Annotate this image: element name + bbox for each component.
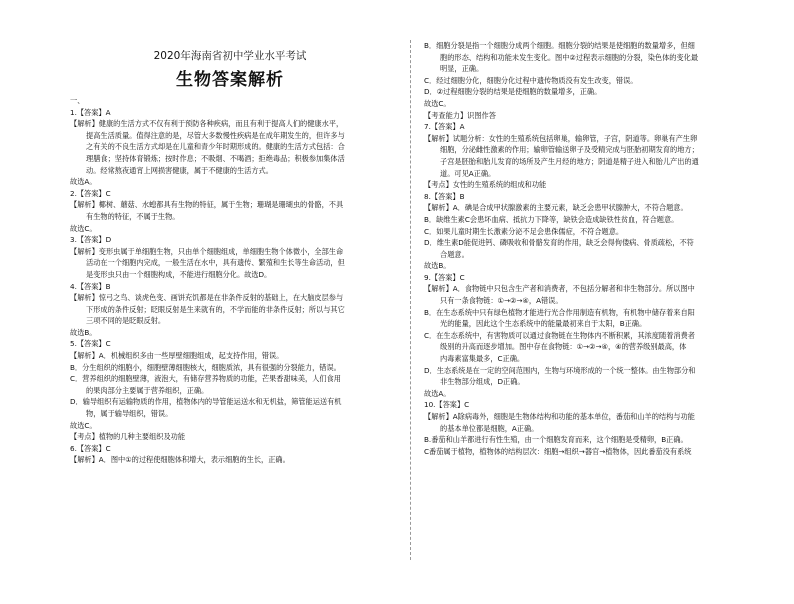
text-line: 【考点】植物的几种主要组织及功能 — [70, 432, 186, 442]
text-line: C．营养组织的细胞壁薄，液泡大，有储存营养物质的功能，芒果香甜味美，人们食用 — [70, 374, 341, 384]
text-line: 级别的升高而逐步增加。图中存在食物链：①→②→④，④的营养级别最高，体 — [440, 342, 687, 352]
text-line: 【解析】健康的生活方式不仅有利于预防各种疾病，而且有利于提高人们的健康水平， — [70, 119, 344, 129]
text-line: 只有一条食物链：①→②→④，A错误。 — [440, 296, 563, 306]
text-line: 三项不同的是眨眼反射。 — [86, 316, 166, 326]
text-line: 1.【答案】A — [70, 107, 111, 117]
text-line: D．输导组织有运输物质的作用，植物体内的导管能运送水和无机盐，筛管能运送有机 — [70, 397, 342, 407]
text-line: 9.【答案】C — [424, 272, 465, 282]
text-line: 物，属于输导组织，错误。 — [86, 409, 173, 419]
text-line: 6.【答案】C — [70, 443, 111, 453]
text-line: 【解析】A．碘是合成甲状腺激素的主要元素，缺乏会患甲状腺肿大，不符合题意。 — [424, 203, 688, 213]
text-line: 【考查能力】识图作答 — [424, 110, 496, 120]
text-line: C．经过细胞分化，细胞分化过程中遗传物质没有发生改变，错误。 — [424, 75, 638, 85]
text-line: 的基本单位都是细胞，A正确。 — [440, 423, 539, 433]
text-line: C．在生态系统中，有害物质可以通过食物链在生物体内不断积累，其浓度随着消费者 — [424, 330, 695, 340]
text-line: 下形成的条件反射；眨眼反射是生来就有的，不学而能的非条件反射；所以与其它 — [86, 304, 345, 314]
text-line: 故选A。 — [424, 388, 451, 398]
right-column — [424, 40, 754, 600]
text-line: 细胞，分泌雌性激素的作用；输卵管输送卵子及受精完成与胚胎初期发育的地方； — [440, 145, 699, 155]
left-column-text — [70, 107, 390, 466]
text-line: B．缺维生素C会患坏血病、抵抗力下降等，缺铁会造成缺铁性贫血，符合题意。 — [424, 214, 679, 224]
text-line: D．维生素D能促进钙、磷吸收和骨骼发育的作用，缺乏会得佝偻病、骨质疏松，不符 — [424, 238, 694, 248]
text-line: 合题意。 — [440, 249, 469, 259]
text-line: 提高生活质量。值得注意的是，尽管大多数慢性疾病是在成年期发生的，但许多与 — [86, 130, 345, 140]
text-line: 8.【答案】B — [424, 191, 465, 201]
text-line: 故选A。 — [70, 177, 97, 187]
text-line: 10.【答案】C — [424, 400, 470, 410]
text-line: D．生态系统是在一定的空间范围内，生物与环境形成的一个统一整体。由生物部分和 — [424, 365, 696, 375]
text-line: 非生物部分组成，D正确。 — [440, 377, 525, 387]
text-line: 【解析】惊弓之鸟、谈虎色变、画饼充饥都是在非条件反射的基础上，在大脑皮层参与 — [70, 293, 344, 303]
text-line: 理膳食；坚持体育锻炼；按时作息；不吸烟、不喝酒；拒绝毒品；积极参加集体活 — [86, 153, 345, 163]
text-line: 【解析】A．图中①的过程使细胞体积增大，表示细胞的生长，正确。 — [70, 455, 290, 465]
text-line: C．如果儿童时期生长激素分泌不足会患侏儒症，不符合题意。 — [424, 226, 624, 236]
text-line: 之有关的不良生活方式却是在儿童和青少年时期形成的。健康的生活方式包括：合 — [86, 142, 345, 152]
text-line: 内毒素富集最多，C正确。 — [440, 354, 525, 364]
text-line: B．分生组织的细胞小，细胞壁薄细胞核大，细胞质浓，具有很强的分裂能力，错误。 — [70, 362, 341, 372]
text-line: 故选C。 — [424, 98, 451, 108]
text-line: 是变形虫只由一个细胞构成，不能进行细胞分化。故选D。 — [86, 269, 272, 279]
text-line: 【解析】A除病毒外，细胞是生物体结构和功能的基本单位，番茄和山羊的结构与功能 — [424, 412, 695, 421]
text-line: 5.【答案】C — [70, 339, 111, 349]
text-line: 故选C。 — [70, 223, 97, 233]
text-line: B.番茄和山羊都进行有性生殖，由一个细胞发育而来，这个细胞是受精卵，B正确。 — [424, 435, 688, 445]
text-line: 4.【答案】B — [70, 281, 111, 291]
text-line: 明显，正确。 — [440, 64, 484, 74]
right-column-text — [424, 40, 754, 457]
document-title: 生物答案解析 — [176, 70, 284, 90]
text-line: 的果肉部分主要属于营养组织，正确。 — [86, 385, 209, 395]
text-line: 故选B。 — [424, 261, 451, 271]
column-divider — [410, 40, 411, 560]
section-heading: 一、 — [70, 96, 85, 105]
text-line: C番茄属于植物，植物体的结构层次：细胞→组织→器官→植物体，因此番茄没有系统 — [424, 446, 692, 456]
text-line: 2.【答案】C — [70, 188, 111, 198]
text-line: B．细胞分裂是指一个细胞分成两个细胞。细胞分裂的结果是使细胞的数量增多，但细 — [424, 41, 695, 50]
text-line: 7.【答案】A — [424, 122, 465, 132]
text-line: 【解析】变形虫属于单细胞生物，只由单个细胞组成，单细胞生物个体微小，全部生命 — [70, 246, 344, 256]
text-line: B．在生态系统中只有绿色植物才能进行光合作用制造有机物，有机物中储存着来自阳 — [424, 307, 695, 317]
text-line: 动。经常熬夜通宵上网损害健康，属于不健康的生活方式。 — [86, 165, 273, 175]
text-line: 【考点】女性的生殖系统的组成和功能 — [424, 180, 547, 190]
text-line: 活动在一个细胞内完成，一般生活在水中，具有遗传、繁殖和生长等生命活动，但 — [86, 258, 345, 268]
left-column — [70, 44, 390, 604]
text-line: 【解析】椰树、蘑菇、水螅都具有生物的特征，属于生物；珊瑚是珊瑚虫的骨骼，不具 — [70, 200, 344, 210]
text-line: 子宫是胚胎和胎儿发育的场所及产生月经的地方；阴道是精子进入和胎儿产出的通 — [440, 156, 699, 166]
text-line: 【解析】A．食物链中只包含生产者和消费者，不包括分解者和非生物部分。所以图中 — [424, 284, 695, 294]
text-line: 道。可见A正确。 — [440, 168, 496, 178]
exam-title: 2020年海南省初中学业水平考试 — [153, 50, 307, 62]
text-line: 故选C。 — [70, 420, 97, 430]
text-line: 3.【答案】D — [70, 235, 112, 245]
text-line: 有生物的特征，不属于生物。 — [86, 211, 180, 221]
text-line: 胞的形态、结构和功能未发生变化。图中②过程表示细胞的分裂，染色体的变化最 — [440, 52, 699, 62]
text-line: 【解析】A．机械组织多由一些厚壁细胞组成，起支持作用，错误。 — [70, 351, 284, 361]
text-line: 【解析】试题分析：女性的生殖系统包括卵巢，输卵管，子宫，阴道等。卵巢有产生卵 — [424, 133, 698, 143]
text-line: 故选B。 — [70, 327, 97, 337]
text-line: D．②过程细胞分裂的结果是使细胞的数量增多，正确。 — [424, 87, 602, 97]
text-line: 光的能量，因此这个生态系统中的能量最初来自于太阳，B正确。 — [440, 319, 647, 329]
